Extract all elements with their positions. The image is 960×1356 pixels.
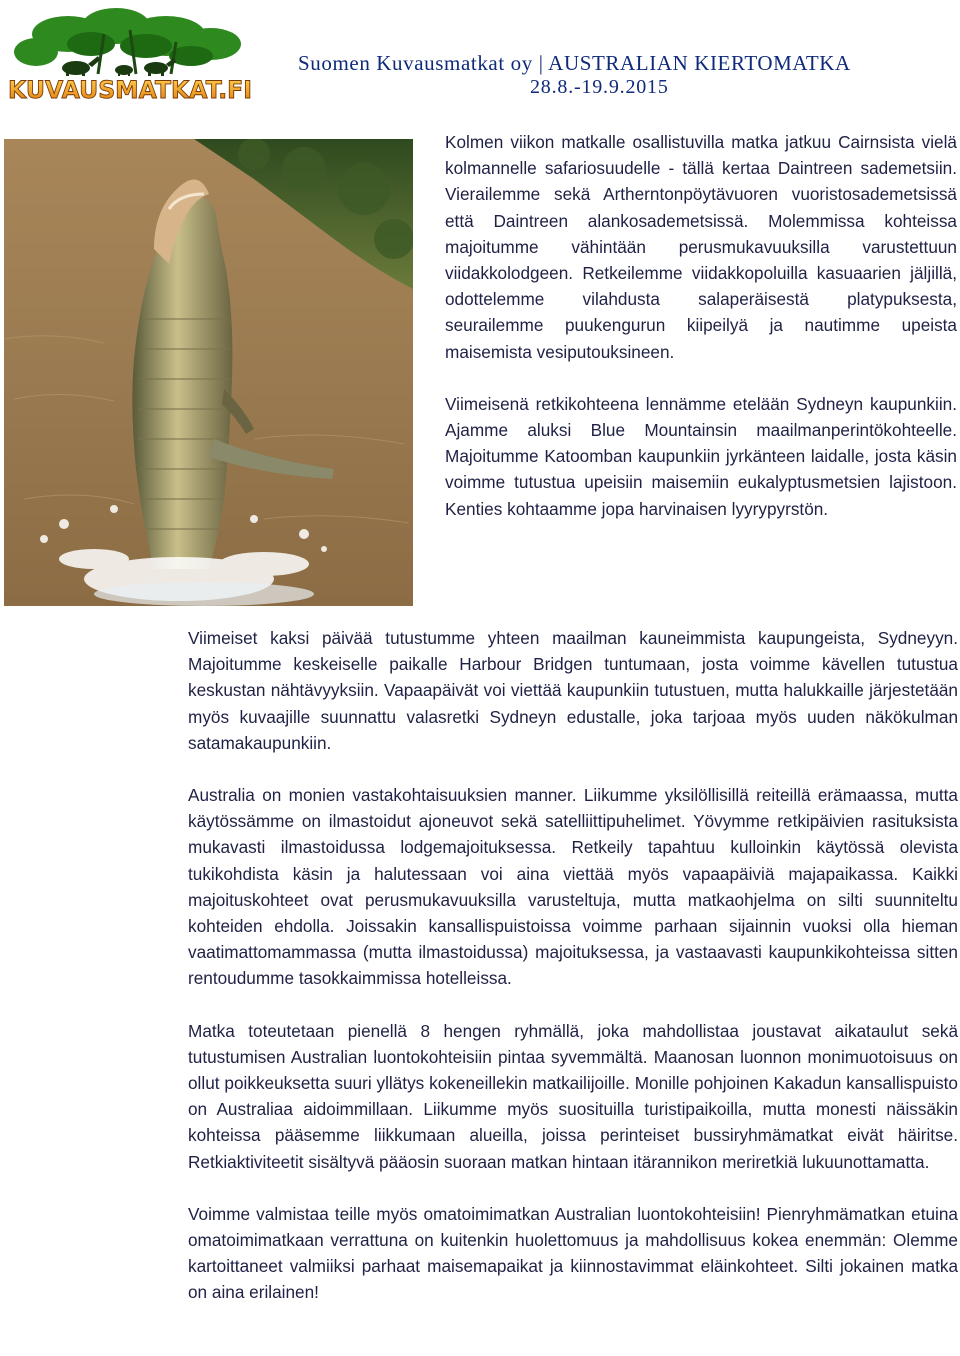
main-paragraph: Australia on monien vastakohtaisuuksien manner. Liikumme yksilöllisillä reiteillä erämaassa, mutta käytössämme on ilmastoidut ajoneuvot sekä satelliittipuhelimet. Yövymme retkipäivien rasituksista mukavasti ilmastoidussa lodgemajoituksessa. Retkeily tapahtuu kulloinkin käytössä olevista tukikohdista käsin ja halutessaan voi aina viettää myös vapaapäiviä majapaikassa. Kaikki majoituskohteet ovat perusmukavuuksilla varusteltuja, mutta matkaohjelma on silti suunniteltu kohteiden ehdolla. Joissakin kansallispuistoissa voimme parhaan sijainnin vuoksi olla hieman vaatimattomammassa (mutta ilmastoidussa) majoituksessa, ja vastaavasti kaupunkikohteissa sitten rentoudumme tasokkaimmissa hotelleissa. — [188, 785, 958, 989]
crocodile-photo — [4, 139, 413, 606]
header-dates: 28.8.-19.9.2015 — [530, 76, 669, 98]
main-paragraph: Matka toteutetaan pienellä 8 hengen ryhmällä, joka mahdollistaa joustavat aikataulut sekä tutustumisen Australian luontokohteisiin pintaa syvemmältä. Maanosan luonnon monimuotoisuus on ollut poikkeuksetta suuri yllätys kokeneillekin matkailijoille. Monille pohjoinen Kakadun kansallispuisto on Australiaa aidoimmillaan. Liikumme myös suosituilla turistipaikoilla, mutta monesti näissäkin kohteissa pääsemme liikkumaan alueilla, joissa perinteiset bussiryhmämatkat eivät häiritse. Retkiaktiviteetit sisältyvä pääosin suoraan matkan hintaan itärannikon meriretkiä lukuunottamatta. — [188, 1020, 958, 1172]
company-logo[interactable] — [6, 4, 256, 104]
animal-silhouettes-icon — [62, 56, 176, 78]
main-paragraph: Viimeiset kaksi päivää tutustumme yhteen maailman kauneimmista kaupungeista, Sydneyyn. Majoitumme keskeiselle paikalle Harbour Bridgen tuntumaan, josta voimme kävellen tutustua keskustan nähtävyyksiin. Vapaapäivät voi viettää kaupunkiin tutustuen, mutta halukkaille järjestetään myös kuvaajille suunnattu valasretki Sydneyn edustalle, joka tarjoaa myös uuden näkökulman satamakaupunkiin. — [188, 628, 958, 753]
main-text — [188, 625, 958, 1306]
side-paragraph: Viimeisenä retkikohteena lennämme etelään Sydneyn kaupunkiin. Ajamme aluksi Blue Mountainsin maailmanperintökohteelle. Majoitumme Katoomban kaupunkiin jyrkänteen laidalle, josta käsin voimme tutustua upeisiin maisemiin eukalyptusmetsien lajistoon. Kenties kohtaamme jopa harvinaisen lyyrypyrstön. — [445, 393, 957, 519]
header-title: Suomen Kuvausmatkat oy | AUSTRALIAN KIERTOMATKA — [298, 51, 851, 75]
main-paragraph: Voimme valmistaa teille myös omatoimimatkan Australian luontokohteisiin! Pienryhmämatkan etuina omatoimimatkaan verrattuna on kuitenkin huolettomuus ja mahdollisuus kokea enemmän: Olemme kartoittaneet valmiiksi parhaat maisemapaikat ja kiinnostavimmat eläinkohteet. Silti jokainen matka on aina erilainen! — [188, 1203, 958, 1303]
logo-text: KUVAUSMATKAT.FI — [8, 76, 252, 104]
side-text — [445, 129, 957, 522]
side-paragraph: Kolmen viikon matkalle osallistuvilla matka jatkuu Cairnsista vielä kolmannelle safariosuudelle - tällä kertaa Daintreen sademetsiin. Vierailemme sekä Artherntonpöytävuoren vuoristosademetsissä että Daintreen alankosademetsissä. Molemmissa kohteissa majoitumme vähintään perusmukavuuksilla varustettuun viidakkolodgeen. Retkeilemme viidakkopoluilla kasuaarien jäljillä, odottelemme vilahdusta salaperäisestä platypuksesta, seurailemme puukengurun kiipeilyä ja nautimme upeista maisemista vesiputouksineen. — [445, 132, 957, 362]
